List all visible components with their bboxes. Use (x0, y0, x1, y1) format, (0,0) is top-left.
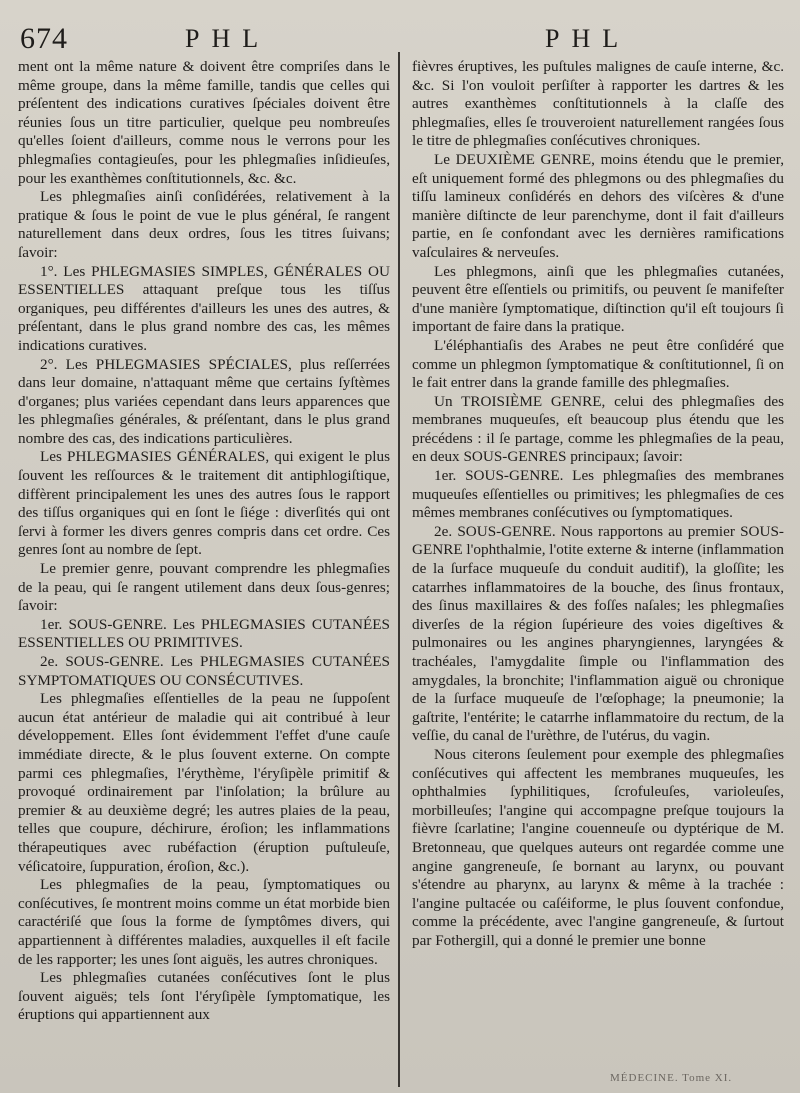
right-column (412, 58, 784, 951)
paragraph: 1er. SOUS-GENRE. Les phlegmaſies des membranes muqueuſes eſſentielles ou primitives; les phlegmaſies de ces mêmes membranes conſécutives ou ſymptomatiques. (412, 467, 784, 522)
page-number: 674 (20, 22, 68, 55)
paragraph: Le premier genre, pouvant comprendre les phlegmaſies de la peau, qui ſe rangent utilement dans deux ſous-genres; ſavoir: (18, 560, 390, 615)
paragraph: Les phlegmaſies cutanées conſécutives ſont le plus ſouvent aiguës; tels ſont l'éryſipèle ſymptomatique, les éruptions qui appartiennent aux (18, 969, 390, 1024)
paragraph: 2°. Les PHLEGMASIES SPÉCIALES, plus reſſerrées dans leur domaine, n'attaquant même que certains ſyſtèmes d'organes; plus variées cependant dans leurs apparences que les phlegmaſies générales, & préſentant, dans le plus grand nombre des cas, des indications particulières. (18, 355, 390, 447)
paragraph: Les phlegmons, ainſi que les phlegmaſies cutanées, peuvent être eſſentiels ou primitifs, ou peuvent ſe manifeſter d'une manière ſymptomatique, diſtinction qu'il eſt toujours ſi important de faire dans la pratique. (412, 262, 784, 336)
paragraph: Les phlegmaſies eſſentielles de la peau ne ſuppoſent aucun état antérieur de maladie qui ait contribué à leur développement. Elles ſont évidemment l'effet d'une cauſe immédiate directe, & le plus ſouvent externe. On compte parmi ces phlegmaſies, l'érythème, l'éryſipèle primitif & provoqué ordinairement par l'inſolation; la brûlure au premier & au deuxième degré; les autres plaies de la peau, telles que coupure, déchirure, éroſion; les inflammations thérapeutiques avec rubéfaction (éruption puſtuleuſe, véſicatoire, ſuppuration, éroſion, &c.). (18, 690, 390, 875)
running-title-left: PHL (185, 24, 271, 53)
paragraph: Les phlegmaſies de la peau, ſymptomatiques ou conſécutives, ſe montrent moins comme un état morbide bien caractériſé que ſous la forme de ſymptômes divers, qui appartiennent à différentes maladies, auxquelles il eſt facile de les rapporter; les unes ſont aiguës, les autres chroniques. (18, 876, 390, 968)
paragraph: Les PHLEGMASIES GÉNÉRALES, qui exigent le plus ſouvent les reſſources & le traitement dit antiphlogiſtique, diffèrent principalement les unes des autres ſous le rapport des tiſſus organiques qui en ſont le ſiége : diverſités qui ont ſervi à former les divers genres compris dans cet ordre. Ces genres ſont au nombre de ſept. (18, 448, 390, 559)
left-column (18, 58, 390, 1025)
paragraph: ment ont la même nature & doivent être compriſes dans le même groupe, dans la même famille, tandis que celles qui préſentent des indications curatives ſpéciales doivent être réunies ſous un titre particulier, quelque peu nombreuſes qu'elles ſoient d'ailleurs, comme nous le verrons pour les phlegmaſies contagieuſes, pour les phlegmaſies inſidieuſes, pour les exanthèmes conſtitutionnels, &c. &c. (18, 58, 390, 187)
paragraph: 1°. Les PHLEGMASIES SIMPLES, GÉNÉRALES OU ESSENTIELLES attaquant preſque tous les tiſſus organiques, peu différentes d'ailleurs les unes des autres, & préſentant, dans le plus grand nombre des cas, les mêmes indications curatives. (18, 262, 390, 354)
paragraph: Le DEUXIÈME GENRE, moins étendu que le premier, eſt uniquement formé des phlegmons ou des phlegmaſies du tiſſu lamineux conſidérés en dehors des viſcères & d'une manière diſtincte de leur parenchyme, dont il fait d'ailleurs partie, en ſe confondant avec les dernières ramifications vaſculaires & nerveuſes. (412, 150, 784, 261)
paragraph: 2e. SOUS-GENRE. Les PHLEGMASIES CUTANÉES SYMPTOMATIQUES OU CONSÉCUTIVES. (18, 653, 390, 689)
running-header (0, 18, 800, 58)
paragraph: fièvres éruptives, les puſtules malignes de cauſe interne, &c. &c. Si l'on vouloit perſiſter à rapporter les dartres & les autres exanthèmes conſtitutionnels à la claſſe des phlegmaſies, elles ſe trouveroient naturellement rangées ſous le titre de phlegmaſies conſécutives chroniques. (412, 58, 784, 150)
paragraph: 2e. SOUS-GENRE. Nous rapportons au premier SOUS-GENRE l'ophthalmie, l'otite externe & interne (inflammation de la ſurface muqueuſe du conduit auditif), la gloſſite; les catarrhes inflammatoires de la bouche, des ſinus frontaux, des ſinus maxillaires & des foſſes naſales; les phlegmaſies diverſes de la région ſupérieure des voies digeſtives & pulmonaires ou les angines pharyngiennes, laryngées & trachéales, l'amygdalite ſimple ou l'inflammation des amygdales, la bronchite; l'inflammation aiguë ou chronique de la ſurface muqueuſe de l'œſophage; la pneumonie; la gaſtrite, l'entérite; le catarrhe inflammatoire du rectum, de la veſſie, du canal de l'urèthre, de l'utérus, du vagin. (412, 522, 784, 745)
paragraph: Un TROISIÈME GENRE, celui des phlegmaſies des membranes muqueuſes, eſt beaucoup plus étendu que les précédens : il ſe partage, comme les phlegmaſies de la peau, en deux SOUS-GENRES principaux; ſavoir: (412, 392, 784, 466)
paragraph: L'éléphantiaſis des Arabes ne peut être conſidéré que comme un phlegmon ſymptomatique & conſtitutionnel, ſi on le fait entrer dans la grande famille des phlegmaſies. (412, 336, 784, 392)
paragraph: Les phlegmaſies ainſi conſidérées, relativement à la pratique & ſous le point de vue le plus général, ſe rangent naturellement dans deux ordres, ſous les titres ſuivans; ſavoir: (18, 188, 390, 261)
paragraph: Nous citerons ſeulement pour exemple des phlegmaſies conſécutives qui affectent les membranes muqueuſes, les ophthalmies ſyphilitiques, ſcrofuleuſes, varioleuſes, morbilleuſes; l'angine qui accompagne preſque toujours la fièvre ſcarlatine; l'angine couenneuſe ou dyptérique de M. Bretonneau, que quelques auteurs ont regardée comme une angine gangreneuſe, ſe bornant au larynx, ou pouvant s'étendre au pharynx, au larynx & même à la trachée : l'angine pultacée ou caſéiforme, le plus ſouvent confondue, comme la précédente, avec l'angine gangreneuſe, & ſurtout par Fothergill, qui a donné le premier une bonne (412, 745, 784, 949)
paragraph: 1er. SOUS-GENRE. Les PHLEGMASIES CUTANÉES ESSENTIELLES OU PRIMITIVES. (18, 615, 390, 652)
column-divider (398, 52, 400, 1087)
running-title-right: PHL (545, 24, 631, 53)
signature-mark: MÉDECINE. Tome XI. (610, 1072, 733, 1084)
